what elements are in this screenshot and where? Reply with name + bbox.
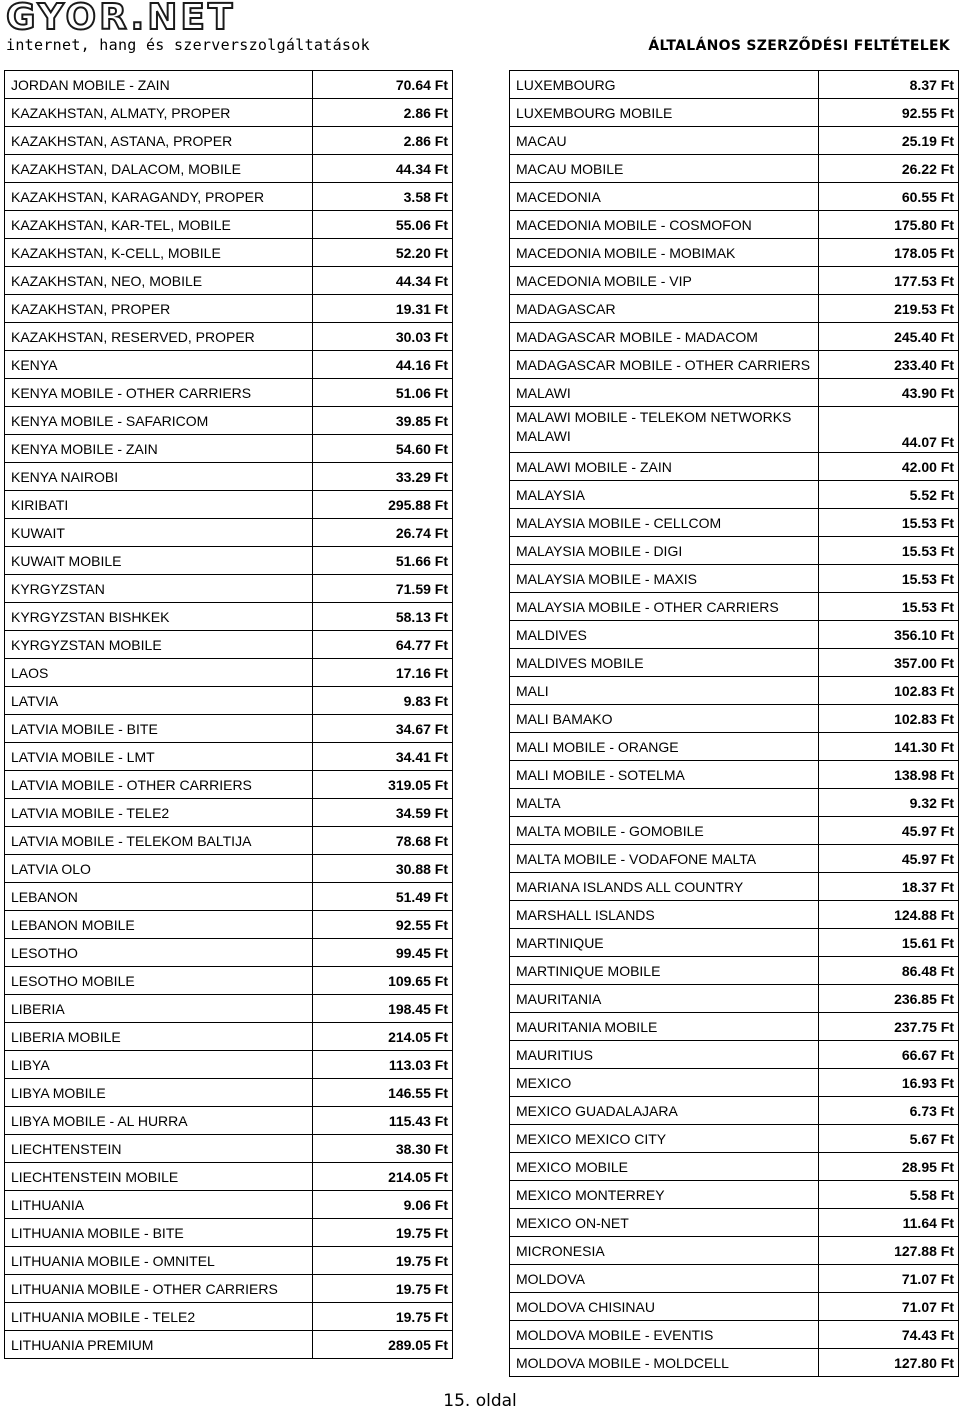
rate-price: 44.34 Ft: [313, 267, 453, 295]
rate-row: [5, 1303, 453, 1331]
rate-price: 92.55 Ft: [313, 911, 453, 939]
destination-name: KENYA MOBILE - SAFARICOM: [5, 407, 313, 435]
destination-name: KAZAKHSTAN, K-CELL, MOBILE: [5, 239, 313, 267]
rate-row: [510, 99, 959, 127]
rate-price: 71.07 Ft: [819, 1265, 959, 1293]
rate-price: 34.59 Ft: [313, 799, 453, 827]
destination-name: KAZAKHSTAN, ASTANA, PROPER: [5, 127, 313, 155]
rate-price: 9.06 Ft: [313, 1191, 453, 1219]
rate-price: 127.80 Ft: [819, 1349, 959, 1377]
rate-row: [5, 491, 453, 519]
rate-price: 28.95 Ft: [819, 1153, 959, 1181]
rate-row: [5, 827, 453, 855]
rate-price: 289.05 Ft: [313, 1331, 453, 1359]
rate-price: 319.05 Ft: [313, 771, 453, 799]
destination-name: MALAWI: [510, 379, 819, 407]
rate-price: 54.60 Ft: [313, 435, 453, 463]
rate-row: [5, 1051, 453, 1079]
rate-row: [510, 1041, 959, 1069]
rate-row: [5, 1107, 453, 1135]
destination-name: MALAYSIA MOBILE - MAXIS: [510, 565, 819, 593]
rate-price: 25.19 Ft: [819, 127, 959, 155]
destination-name: MALTA MOBILE - GOMOBILE: [510, 817, 819, 845]
destination-name: MOLDOVA MOBILE - EVENTIS: [510, 1321, 819, 1349]
rate-row: [5, 71, 453, 99]
rate-price: 78.68 Ft: [313, 827, 453, 855]
rate-row: [5, 1191, 453, 1219]
rate-price: 102.83 Ft: [819, 705, 959, 733]
destination-name: MALDIVES: [510, 621, 819, 649]
destination-name: MALAWI MOBILE - ZAIN: [510, 453, 819, 481]
rate-row: [5, 715, 453, 743]
rate-price: 141.30 Ft: [819, 733, 959, 761]
rate-price: 138.98 Ft: [819, 761, 959, 789]
rate-price: 356.10 Ft: [819, 621, 959, 649]
rate-row: [5, 211, 453, 239]
rate-row: [510, 649, 959, 677]
destination-name: MARTINIQUE MOBILE: [510, 957, 819, 985]
destination-name: MEXICO ON-NET: [510, 1209, 819, 1237]
rate-price: 52.20 Ft: [313, 239, 453, 267]
rate-row: [510, 705, 959, 733]
destination-name: KYRGYZSTAN BISHKEK: [5, 603, 313, 631]
destination-name: KENYA NAIROBI: [5, 463, 313, 491]
rate-price: 51.49 Ft: [313, 883, 453, 911]
destination-name: MACAU: [510, 127, 819, 155]
rate-row: [5, 1023, 453, 1051]
destination-name: LATVIA OLO: [5, 855, 313, 883]
rate-row: [510, 1153, 959, 1181]
rate-price: 5.67 Ft: [819, 1125, 959, 1153]
rate-price: 9.32 Ft: [819, 789, 959, 817]
rate-row: [510, 1069, 959, 1097]
rate-row: [5, 659, 453, 687]
rate-price: 6.73 Ft: [819, 1097, 959, 1125]
destination-name: MALAYSIA: [510, 481, 819, 509]
destination-name: MAURITIUS: [510, 1041, 819, 1069]
destination-name: LIECHTENSTEIN MOBILE: [5, 1163, 313, 1191]
destination-name: LEBANON MOBILE: [5, 911, 313, 939]
rate-price: 71.59 Ft: [313, 575, 453, 603]
destination-name: KUWAIT MOBILE: [5, 547, 313, 575]
rate-price: 175.80 Ft: [819, 211, 959, 239]
rate-price: 17.16 Ft: [313, 659, 453, 687]
destination-name: MALAYSIA MOBILE - OTHER CARRIERS: [510, 593, 819, 621]
destination-name: MARSHALL ISLANDS: [510, 901, 819, 929]
rate-row: [5, 631, 453, 659]
rate-price: 109.65 Ft: [313, 967, 453, 995]
rate-row: [510, 985, 959, 1013]
rate-price: 34.41 Ft: [313, 743, 453, 771]
rate-price: 33.29 Ft: [313, 463, 453, 491]
rate-price: 64.77 Ft: [313, 631, 453, 659]
rate-price: 44.16 Ft: [313, 351, 453, 379]
rate-row: [5, 687, 453, 715]
rate-row: [5, 1135, 453, 1163]
rate-row: [510, 211, 959, 239]
rate-row: [510, 323, 959, 351]
destination-name: MARTINIQUE: [510, 929, 819, 957]
rate-row: [510, 453, 959, 481]
rate-price: 113.03 Ft: [313, 1051, 453, 1079]
rate-price: 357.00 Ft: [819, 649, 959, 677]
rate-row: [510, 621, 959, 649]
destination-name: MALI BAMAKO: [510, 705, 819, 733]
rate-price: 233.40 Ft: [819, 351, 959, 379]
destination-name: LUXEMBOURG: [510, 71, 819, 99]
rate-row: [510, 957, 959, 985]
rate-row: [510, 817, 959, 845]
destination-name: MOLDOVA: [510, 1265, 819, 1293]
rate-row: [5, 939, 453, 967]
rate-price: 5.58 Ft: [819, 1181, 959, 1209]
rate-price: 237.75 Ft: [819, 1013, 959, 1041]
destination-name: MAURITANIA: [510, 985, 819, 1013]
rate-price: 8.37 Ft: [819, 71, 959, 99]
destination-name: MALAWI MOBILE - TELEKOM NETWORKS MALAWI: [510, 407, 819, 453]
rate-price: 3.58 Ft: [313, 183, 453, 211]
destination-name: MEXICO GUADALAJARA: [510, 1097, 819, 1125]
rate-row: [5, 1275, 453, 1303]
destination-name: KAZAKHSTAN, KARAGANDY, PROPER: [5, 183, 313, 211]
rate-price: 44.07 Ft: [819, 407, 959, 453]
rate-row: [510, 1349, 959, 1377]
destination-name: KAZAKHSTAN, DALACOM, MOBILE: [5, 155, 313, 183]
destination-name: KAZAKHSTAN, KAR-TEL, MOBILE: [5, 211, 313, 239]
rate-row: [510, 127, 959, 155]
destination-name: MACEDONIA MOBILE - COSMOFON: [510, 211, 819, 239]
rate-price: 45.97 Ft: [819, 845, 959, 873]
destination-name: MALI MOBILE - ORANGE: [510, 733, 819, 761]
rate-row: [5, 267, 453, 295]
destination-name: LIBYA MOBILE: [5, 1079, 313, 1107]
rate-price: 15.61 Ft: [819, 929, 959, 957]
rate-price: 15.53 Ft: [819, 565, 959, 593]
destination-name: MAURITANIA MOBILE: [510, 1013, 819, 1041]
company-tagline: internet, hang és szerverszolgáltatások: [6, 36, 370, 54]
destination-name: MADAGASCAR MOBILE - OTHER CARRIERS: [510, 351, 819, 379]
rate-price: 9.83 Ft: [313, 687, 453, 715]
rate-row: [510, 929, 959, 957]
destination-name: KIRIBATI: [5, 491, 313, 519]
destination-name: KAZAKHSTAN, PROPER: [5, 295, 313, 323]
destination-name: MALTA MOBILE - VODAFONE MALTA: [510, 845, 819, 873]
rate-price: 60.55 Ft: [819, 183, 959, 211]
rate-price: 5.52 Ft: [819, 481, 959, 509]
destination-name: MALI MOBILE - SOTELMA: [510, 761, 819, 789]
rate-row: [5, 799, 453, 827]
destination-name: LIBYA MOBILE - AL HURRA: [5, 1107, 313, 1135]
rate-price: 245.40 Ft: [819, 323, 959, 351]
rate-price: 236.85 Ft: [819, 985, 959, 1013]
rate-row: [5, 183, 453, 211]
rate-row: [510, 873, 959, 901]
rate-row: [5, 603, 453, 631]
rate-row: [510, 351, 959, 379]
rate-price: 74.43 Ft: [819, 1321, 959, 1349]
rate-price: 19.75 Ft: [313, 1275, 453, 1303]
destination-name: KAZAKHSTAN, ALMATY, PROPER: [5, 99, 313, 127]
destination-name: KAZAKHSTAN, RESERVED, PROPER: [5, 323, 313, 351]
destination-name: KENYA MOBILE - ZAIN: [5, 435, 313, 463]
rate-row: [5, 967, 453, 995]
rate-row: [510, 295, 959, 323]
rate-price: 15.53 Ft: [819, 509, 959, 537]
rate-price: 30.03 Ft: [313, 323, 453, 351]
rate-price: 146.55 Ft: [313, 1079, 453, 1107]
destination-name: MEXICO MONTERREY: [510, 1181, 819, 1209]
rate-price: 26.22 Ft: [819, 155, 959, 183]
destination-name: LAOS: [5, 659, 313, 687]
rate-row: [5, 995, 453, 1023]
rate-row: [510, 1237, 959, 1265]
rate-price: 86.48 Ft: [819, 957, 959, 985]
rate-price: 44.34 Ft: [313, 155, 453, 183]
rate-row: [510, 789, 959, 817]
rate-price: 295.88 Ft: [313, 491, 453, 519]
rate-row: [5, 771, 453, 799]
rate-row: [510, 761, 959, 789]
rate-price: 214.05 Ft: [313, 1023, 453, 1051]
rate-price: 102.83 Ft: [819, 677, 959, 705]
rate-price: 18.37 Ft: [819, 873, 959, 901]
rate-row: [510, 1125, 959, 1153]
destination-name: LITHUANIA MOBILE - TELE2: [5, 1303, 313, 1331]
rate-price: 43.90 Ft: [819, 379, 959, 407]
rate-price: 51.06 Ft: [313, 379, 453, 407]
rate-price: 177.53 Ft: [819, 267, 959, 295]
destination-name: LITHUANIA PREMIUM: [5, 1331, 313, 1359]
destination-name: MOLDOVA MOBILE - MOLDCELL: [510, 1349, 819, 1377]
rate-row: [5, 1219, 453, 1247]
rate-row: [5, 911, 453, 939]
rate-price: 55.06 Ft: [313, 211, 453, 239]
rate-price: 124.88 Ft: [819, 901, 959, 929]
destination-name: MADAGASCAR: [510, 295, 819, 323]
rate-price: 38.30 Ft: [313, 1135, 453, 1163]
rate-price: 2.86 Ft: [313, 99, 453, 127]
destination-name: LITHUANIA: [5, 1191, 313, 1219]
rate-price: 219.53 Ft: [819, 295, 959, 323]
rate-row: [510, 1265, 959, 1293]
rate-price: 42.00 Ft: [819, 453, 959, 481]
destination-name: MALAYSIA MOBILE - DIGI: [510, 537, 819, 565]
rate-price: 51.66 Ft: [313, 547, 453, 575]
rate-price: 30.88 Ft: [313, 855, 453, 883]
rate-price: 127.88 Ft: [819, 1237, 959, 1265]
destination-name: KYRGYZSTAN: [5, 575, 313, 603]
rate-price: 198.45 Ft: [313, 995, 453, 1023]
rate-row: [5, 351, 453, 379]
rate-row: [510, 481, 959, 509]
rate-row: [510, 509, 959, 537]
rate-price: 115.43 Ft: [313, 1107, 453, 1135]
rate-row: [510, 845, 959, 873]
rate-row: [5, 239, 453, 267]
rate-row: [510, 733, 959, 761]
destination-name: LITHUANIA MOBILE - OMNITEL: [5, 1247, 313, 1275]
rate-price: 214.05 Ft: [313, 1163, 453, 1191]
rate-row: [5, 1079, 453, 1107]
rate-price: 70.64 Ft: [313, 71, 453, 99]
destination-name: LITHUANIA MOBILE - BITE: [5, 1219, 313, 1247]
rate-row: [5, 883, 453, 911]
rate-row: [510, 1293, 959, 1321]
page-number: 15. oldal: [443, 1391, 517, 1411]
destination-name: MALI: [510, 677, 819, 705]
destination-name: LATVIA MOBILE - TELEKOM BALTIJA: [5, 827, 313, 855]
rate-price: 26.74 Ft: [313, 519, 453, 547]
rate-row: [510, 1097, 959, 1125]
rate-price: 15.53 Ft: [819, 537, 959, 565]
rates-table-left: [4, 70, 453, 1359]
rate-price: 99.45 Ft: [313, 939, 453, 967]
destination-name: KENYA: [5, 351, 313, 379]
rate-row: [510, 1013, 959, 1041]
destination-name: MACEDONIA: [510, 183, 819, 211]
rate-row: [5, 1163, 453, 1191]
rate-row: [510, 593, 959, 621]
company-logo: GYOR.NET: [6, 0, 236, 38]
destination-name: MACAU MOBILE: [510, 155, 819, 183]
rate-price: 19.75 Ft: [313, 1303, 453, 1331]
rate-price: 2.86 Ft: [313, 127, 453, 155]
rate-row: [5, 323, 453, 351]
rate-row: [5, 99, 453, 127]
destination-name: MOLDOVA CHISINAU: [510, 1293, 819, 1321]
destination-name: LUXEMBOURG MOBILE: [510, 99, 819, 127]
rate-row: [510, 183, 959, 211]
destination-name: LATVIA: [5, 687, 313, 715]
document-title: ÁLTALÁNOS SZERZŐDÉSI FELTÉTELEK: [648, 38, 950, 54]
rate-row: [5, 575, 453, 603]
destination-name: MICRONESIA: [510, 1237, 819, 1265]
destination-name: LATVIA MOBILE - TELE2: [5, 799, 313, 827]
destination-name: MEXICO MEXICO CITY: [510, 1125, 819, 1153]
destination-name: LIECHTENSTEIN: [5, 1135, 313, 1163]
rate-price: 178.05 Ft: [819, 239, 959, 267]
rate-row: [510, 1209, 959, 1237]
rate-price: 19.75 Ft: [313, 1247, 453, 1275]
rate-row: [5, 155, 453, 183]
destination-name: LEBANON: [5, 883, 313, 911]
rate-row: [5, 379, 453, 407]
destination-name: LITHUANIA MOBILE - OTHER CARRIERS: [5, 1275, 313, 1303]
destination-name: LATVIA MOBILE - OTHER CARRIERS: [5, 771, 313, 799]
destination-name: MARIANA ISLANDS ALL COUNTRY: [510, 873, 819, 901]
rate-price: 92.55 Ft: [819, 99, 959, 127]
rate-price: 39.85 Ft: [313, 407, 453, 435]
rate-row: [5, 127, 453, 155]
destination-name: LATVIA MOBILE - LMT: [5, 743, 313, 771]
destination-name: MACEDONIA MOBILE - MOBIMAK: [510, 239, 819, 267]
rate-row: [510, 537, 959, 565]
rate-row: [5, 547, 453, 575]
rate-row: [5, 743, 453, 771]
destination-name: LESOTHO MOBILE: [5, 967, 313, 995]
destination-name: KUWAIT: [5, 519, 313, 547]
destination-name: JORDAN MOBILE - ZAIN: [5, 71, 313, 99]
rate-price: 16.93 Ft: [819, 1069, 959, 1097]
rate-price: 11.64 Ft: [819, 1209, 959, 1237]
rate-price: 15.53 Ft: [819, 593, 959, 621]
destination-name: MEXICO: [510, 1069, 819, 1097]
destination-name: LIBYA: [5, 1051, 313, 1079]
destination-name: KENYA MOBILE - OTHER CARRIERS: [5, 379, 313, 407]
destination-name: KAZAKHSTAN, NEO, MOBILE: [5, 267, 313, 295]
rate-row: [5, 1331, 453, 1359]
rate-row: [5, 519, 453, 547]
rate-price: 19.75 Ft: [313, 1219, 453, 1247]
destination-name: MALAYSIA MOBILE - CELLCOM: [510, 509, 819, 537]
rate-row: [5, 435, 453, 463]
rate-row: [510, 379, 959, 407]
destination-name: LIBERIA: [5, 995, 313, 1023]
rate-price: 66.67 Ft: [819, 1041, 959, 1069]
rate-price: 58.13 Ft: [313, 603, 453, 631]
page-header: [0, 0, 960, 62]
destination-name: LIBERIA MOBILE: [5, 1023, 313, 1051]
rate-row: [510, 239, 959, 267]
rate-row: [510, 1321, 959, 1349]
rate-price: 34.67 Ft: [313, 715, 453, 743]
destination-name: MALDIVES MOBILE: [510, 649, 819, 677]
rate-row: [5, 1247, 453, 1275]
destination-name: LATVIA MOBILE - BITE: [5, 715, 313, 743]
destination-name: MACEDONIA MOBILE - VIP: [510, 267, 819, 295]
rate-row: [5, 463, 453, 491]
rate-price: 71.07 Ft: [819, 1293, 959, 1321]
rate-row: [5, 295, 453, 323]
rate-row: [510, 155, 959, 183]
destination-name: LESOTHO: [5, 939, 313, 967]
rates-table-right: [509, 70, 959, 1377]
rate-row: [510, 267, 959, 295]
rate-row: [5, 855, 453, 883]
destination-name: MADAGASCAR MOBILE - MADACOM: [510, 323, 819, 351]
destination-name: MEXICO MOBILE: [510, 1153, 819, 1181]
rate-price: 19.31 Ft: [313, 295, 453, 323]
rate-price: 45.97 Ft: [819, 817, 959, 845]
rate-row: [510, 677, 959, 705]
rate-row: [510, 71, 959, 99]
destination-name: KYRGYZSTAN MOBILE: [5, 631, 313, 659]
destination-name: MALTA: [510, 789, 819, 817]
rate-row: [5, 407, 453, 435]
rate-row: [510, 901, 959, 929]
rate-row: [510, 407, 959, 453]
rate-row: [510, 1181, 959, 1209]
rate-row: [510, 565, 959, 593]
